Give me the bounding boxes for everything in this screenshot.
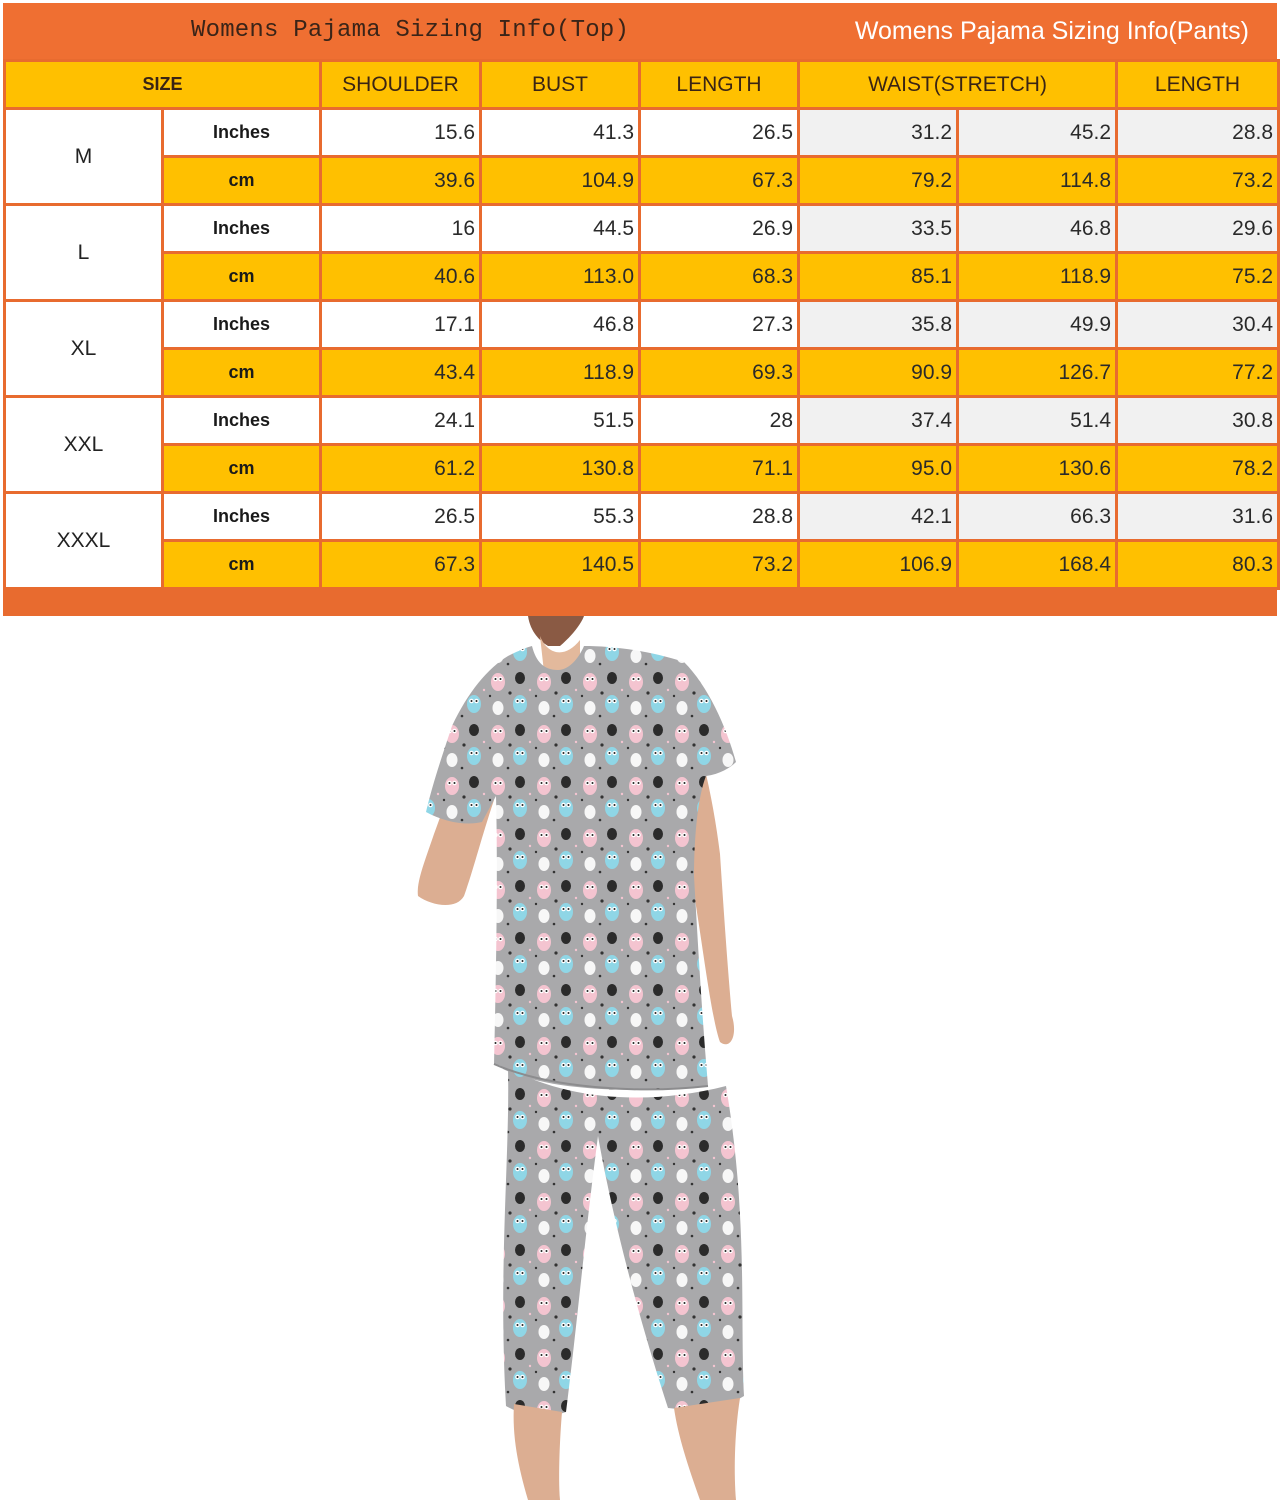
measurement-cell: 130.6 bbox=[958, 445, 1117, 493]
measurement-cell: 113.0 bbox=[481, 253, 640, 301]
measurement-cell: 29.6 bbox=[1117, 205, 1279, 253]
size-table-body bbox=[5, 109, 1279, 589]
unit-cm-label: cm bbox=[163, 349, 321, 397]
unit-cm-label: cm bbox=[163, 541, 321, 589]
measurement-cell: 27.3 bbox=[640, 301, 799, 349]
header-size: SIZE bbox=[5, 61, 321, 109]
measurement-cell: 78.2 bbox=[1117, 445, 1279, 493]
header-bust: BUST bbox=[481, 61, 640, 109]
unit-cm-label: cm bbox=[163, 253, 321, 301]
measurement-cell: 75.2 bbox=[1117, 253, 1279, 301]
measurement-cell: 15.6 bbox=[321, 109, 481, 157]
unit-inches-label: Inches bbox=[163, 109, 321, 157]
measurement-cell: 68.3 bbox=[640, 253, 799, 301]
measurement-cell: 67.3 bbox=[321, 541, 481, 589]
size-row-xl-cm bbox=[5, 349, 1279, 397]
measurement-cell: 39.6 bbox=[321, 157, 481, 205]
pajama-model-photo bbox=[348, 616, 842, 1500]
measurement-cell: 73.2 bbox=[640, 541, 799, 589]
measurement-cell: 95.0 bbox=[799, 445, 958, 493]
measurement-cell: 41.3 bbox=[481, 109, 640, 157]
size-row-m-inches bbox=[5, 109, 1279, 157]
unit-cm-label: cm bbox=[163, 157, 321, 205]
measurement-cell: 130.8 bbox=[481, 445, 640, 493]
top-size-title: Womens Pajama Sizing Info(Top) bbox=[191, 17, 630, 44]
measurement-cell: 61.2 bbox=[321, 445, 481, 493]
measurement-cell: 26.5 bbox=[640, 109, 799, 157]
measurement-cell: 31.6 bbox=[1117, 493, 1279, 541]
measurement-cell: 37.4 bbox=[799, 397, 958, 445]
measurement-cell: 85.1 bbox=[799, 253, 958, 301]
title-bar bbox=[3, 3, 1277, 59]
measurement-cell: 69.3 bbox=[640, 349, 799, 397]
size-label: XL bbox=[5, 301, 163, 397]
measurement-cell: 77.2 bbox=[1117, 349, 1279, 397]
size-row-xxxl-inches bbox=[5, 493, 1279, 541]
measurement-cell: 35.8 bbox=[799, 301, 958, 349]
measurement-cell: 42.1 bbox=[799, 493, 958, 541]
measurement-cell: 30.8 bbox=[1117, 397, 1279, 445]
unit-cm-label: cm bbox=[163, 445, 321, 493]
pants-size-title: Womens Pajama Sizing Info(Pants) bbox=[854, 17, 1249, 45]
size-row-xl-inches bbox=[5, 301, 1279, 349]
size-row-l-inches bbox=[5, 205, 1279, 253]
size-label: L bbox=[5, 205, 163, 301]
size-label: XXXL bbox=[5, 493, 163, 589]
measurement-cell: 28 bbox=[640, 397, 799, 445]
header-top-length: LENGTH bbox=[640, 61, 799, 109]
measurement-cell: 24.1 bbox=[321, 397, 481, 445]
size-row-xxl-cm bbox=[5, 445, 1279, 493]
measurement-cell: 118.9 bbox=[958, 253, 1117, 301]
measurement-cell: 46.8 bbox=[481, 301, 640, 349]
measurement-cell: 28.8 bbox=[640, 493, 799, 541]
size-row-l-cm bbox=[5, 253, 1279, 301]
unit-inches-label: Inches bbox=[163, 205, 321, 253]
size-label: XXL bbox=[5, 397, 163, 493]
header-shoulder: SHOULDER bbox=[321, 61, 481, 109]
measurement-cell: 66.3 bbox=[958, 493, 1117, 541]
measurement-cell: 55.3 bbox=[481, 493, 640, 541]
measurement-cell: 16 bbox=[321, 205, 481, 253]
measurement-cell: 73.2 bbox=[1117, 157, 1279, 205]
measurement-cell: 33.5 bbox=[799, 205, 958, 253]
size-label: M bbox=[5, 109, 163, 205]
measurement-cell: 45.2 bbox=[958, 109, 1117, 157]
measurement-cell: 51.5 bbox=[481, 397, 640, 445]
measurement-cell: 168.4 bbox=[958, 541, 1117, 589]
measurement-cell: 43.4 bbox=[321, 349, 481, 397]
size-row-m-cm bbox=[5, 157, 1279, 205]
unit-inches-label: Inches bbox=[163, 493, 321, 541]
measurement-cell: 40.6 bbox=[321, 253, 481, 301]
measurement-cell: 118.9 bbox=[481, 349, 640, 397]
measurement-cell: 114.8 bbox=[958, 157, 1117, 205]
measurement-cell: 28.8 bbox=[1117, 109, 1279, 157]
measurement-cell: 80.3 bbox=[1117, 541, 1279, 589]
size-chart bbox=[3, 3, 1277, 616]
size-table bbox=[3, 59, 1280, 590]
measurement-cell: 104.9 bbox=[481, 157, 640, 205]
measurement-cell: 67.3 bbox=[640, 157, 799, 205]
measurement-cell: 126.7 bbox=[958, 349, 1117, 397]
measurement-cell: 26.9 bbox=[640, 205, 799, 253]
measurement-cell: 90.9 bbox=[799, 349, 958, 397]
header-pants-length: LENGTH bbox=[1117, 61, 1279, 109]
measurement-cell: 51.4 bbox=[958, 397, 1117, 445]
header-waist: WAIST(STRETCH) bbox=[799, 61, 1117, 109]
measurement-cell: 79.2 bbox=[799, 157, 958, 205]
size-row-xxl-inches bbox=[5, 397, 1279, 445]
measurement-cell: 106.9 bbox=[799, 541, 958, 589]
measurement-cell: 46.8 bbox=[958, 205, 1117, 253]
measurement-cell: 140.5 bbox=[481, 541, 640, 589]
size-row-xxxl-cm bbox=[5, 541, 1279, 589]
measurement-cell: 30.4 bbox=[1117, 301, 1279, 349]
measurement-cell: 49.9 bbox=[958, 301, 1117, 349]
measurement-cell: 71.1 bbox=[640, 445, 799, 493]
measurement-cell: 17.1 bbox=[321, 301, 481, 349]
unit-inches-label: Inches bbox=[163, 397, 321, 445]
measurement-cell: 26.5 bbox=[321, 493, 481, 541]
measurement-cell: 44.5 bbox=[481, 205, 640, 253]
measurement-cell: 31.2 bbox=[799, 109, 958, 157]
unit-inches-label: Inches bbox=[163, 301, 321, 349]
